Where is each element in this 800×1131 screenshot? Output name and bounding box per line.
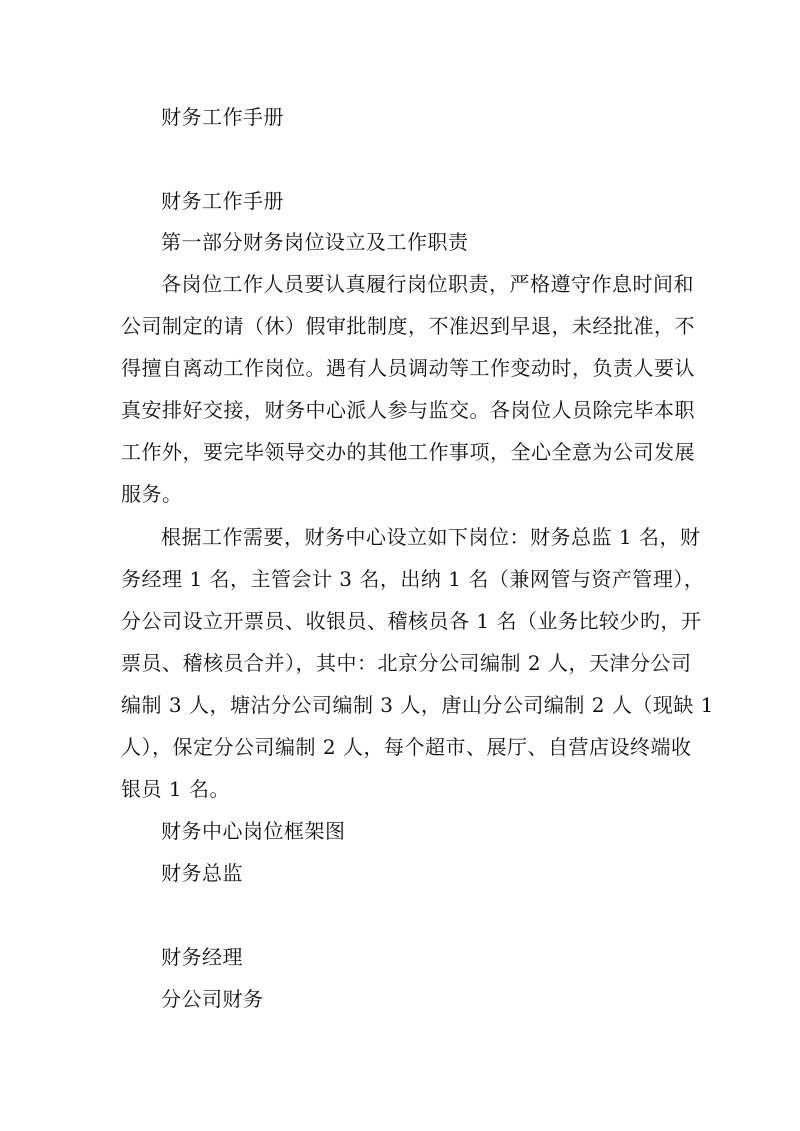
paragraph-line: 务经理 1 名，主管会计 3 名，出纳 1 名（兼网管与资产管理），: [121, 567, 705, 591]
paragraph-line: 公司制定的请（休）假审批制度，不准迟到早退，未经批准，不: [121, 314, 695, 338]
document-title: 财务工作手册: [161, 189, 284, 213]
paragraph-line: 银员 1 名。: [121, 777, 230, 801]
paragraph-line: 真安排好交接，财务中心派人参与监交。各岗位人员除完毕本职: [121, 398, 695, 422]
section-heading: 第一部分财务岗位设立及工作职责: [161, 230, 469, 254]
org-node-director: 财务总监: [161, 861, 243, 885]
paragraph-line: 人），保定分公司编制 2 人，每个超市、展厅、自营店设终端收: [121, 735, 692, 759]
paragraph-line: 工作外，要完毕领导交办的其他工作事项，全心全意为公司发展: [121, 440, 695, 464]
org-node-manager: 财务经理: [161, 945, 243, 969]
chart-heading: 财务中心岗位框架图: [161, 819, 346, 843]
paragraph-line: 服务。: [121, 482, 183, 506]
paragraph-line: 各岗位工作人员要认真履行岗位职责，严格遵守作息时间和: [161, 272, 694, 296]
paragraph-line: 分公司设立开票员、收银员、稽核员各 1 名（业务比较少旳，开: [121, 609, 702, 633]
header-title: 财务工作手册: [161, 105, 284, 129]
org-node-branch-finance: 分公司财务: [161, 987, 264, 1011]
paragraph-line: 票员、稽核员合并），其中：北京分公司编制 2 人，天津分公司: [121, 651, 692, 675]
paragraph-line: 编制 3 人，塘沽分公司编制 3 人，唐山分公司编制 2 人（现缺 1: [121, 693, 714, 717]
paragraph-line: 得擅自离动工作岗位。遇有人员调动等工作变动时，负责人要认: [121, 356, 695, 380]
paragraph-line: 根据工作需要，财务中心设立如下岗位：财务总监 1 名，财: [161, 525, 701, 549]
